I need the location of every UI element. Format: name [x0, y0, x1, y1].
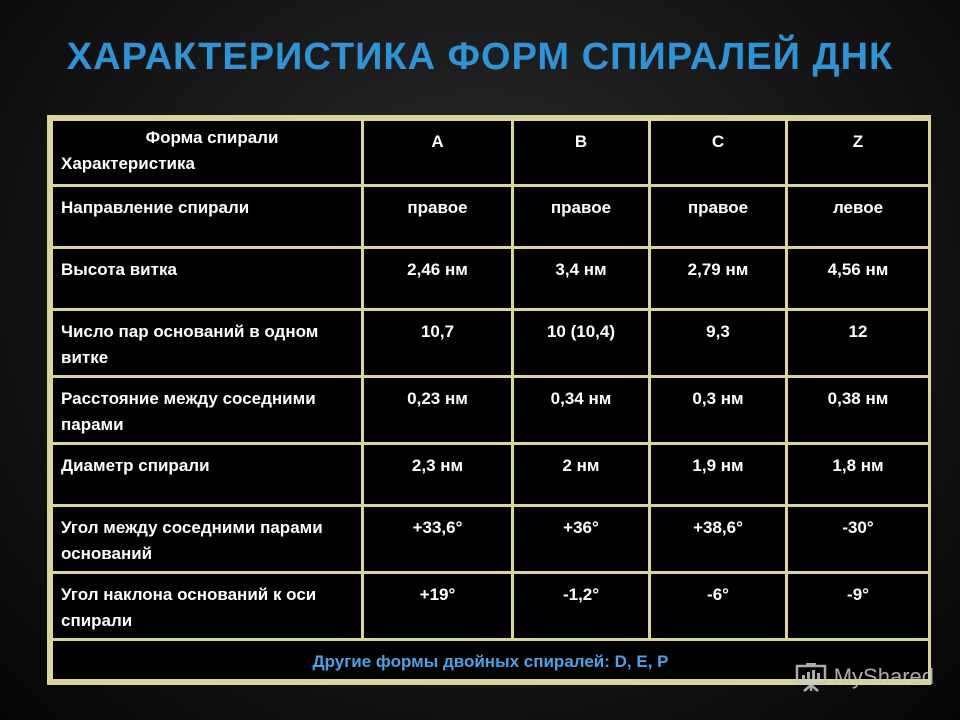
table-cell: 9,3 — [650, 310, 787, 377]
row-label: Высота витка — [52, 248, 363, 310]
presentation-board-icon — [794, 662, 828, 692]
table-cell: -9° — [787, 573, 930, 640]
table-cell: правое — [650, 186, 787, 248]
table-row — [52, 444, 930, 506]
column-header-c: C — [650, 120, 787, 186]
table-cell: 1,9 нм — [650, 444, 787, 506]
row-label: Расстояние между соседними парами — [52, 377, 363, 444]
corner-label-characteristic: Характеристика — [61, 154, 195, 173]
table-row — [52, 186, 930, 248]
table-cell: правое — [513, 186, 650, 248]
other-forms-note: Другие формы двойных спиралей: D, E, P — [52, 640, 930, 681]
table-cell: 2,79 нм — [650, 248, 787, 310]
table-row — [52, 506, 930, 573]
dna-forms-table — [47, 115, 931, 685]
row-label: Угол между соседними парами оснований — [52, 506, 363, 573]
table-cell: 2 нм — [513, 444, 650, 506]
table-cell: 2,46 нм — [363, 248, 513, 310]
table-cell: правое — [363, 186, 513, 248]
header-row — [52, 120, 930, 186]
table-cell: 1,8 нм — [787, 444, 930, 506]
watermark-text: MyShared — [833, 664, 934, 689]
table-row — [52, 573, 930, 640]
table-cell: 0,38 нм — [787, 377, 930, 444]
page-title: ХАРАКТЕРИСТИКА ФОРМ СПИРАЛЕЙ ДНК — [66, 36, 894, 78]
table-cell: 3,4 нм — [513, 248, 650, 310]
column-header-z: Z — [787, 120, 930, 186]
table-cell: +33,6° — [363, 506, 513, 573]
table-cell: 2,3 нм — [363, 444, 513, 506]
table-cell: 0,34 нм — [513, 377, 650, 444]
table-cell: 0,3 нм — [650, 377, 787, 444]
row-label: Направление спирали — [52, 186, 363, 248]
table-row — [52, 248, 930, 310]
table-cell: +38,6° — [650, 506, 787, 573]
table-cell: 4,56 нм — [787, 248, 930, 310]
watermark — [794, 662, 934, 692]
table-cell: -30° — [787, 506, 930, 573]
row-label: Число пар оснований в одном витке — [52, 310, 363, 377]
column-header-b: B — [513, 120, 650, 186]
table-cell: 12 — [787, 310, 930, 377]
table-cell: 10,7 — [363, 310, 513, 377]
table-cell: 0,23 нм — [363, 377, 513, 444]
row-label: Угол наклона оснований к оси спирали — [52, 573, 363, 640]
row-label: Диаметр спирали — [52, 444, 363, 506]
table-cell: 10 (10,4) — [513, 310, 650, 377]
table-row — [52, 310, 930, 377]
table-cell: левое — [787, 186, 930, 248]
column-header-a: A — [363, 120, 513, 186]
corner-label-form: Форма спирали — [145, 128, 279, 147]
table-row — [52, 377, 930, 444]
table-cell: +19° — [363, 573, 513, 640]
table-cell: +36° — [513, 506, 650, 573]
table-cell: -6° — [650, 573, 787, 640]
header-corner-cell — [52, 120, 363, 186]
table-cell: -1,2° — [513, 573, 650, 640]
data-table — [50, 118, 931, 682]
